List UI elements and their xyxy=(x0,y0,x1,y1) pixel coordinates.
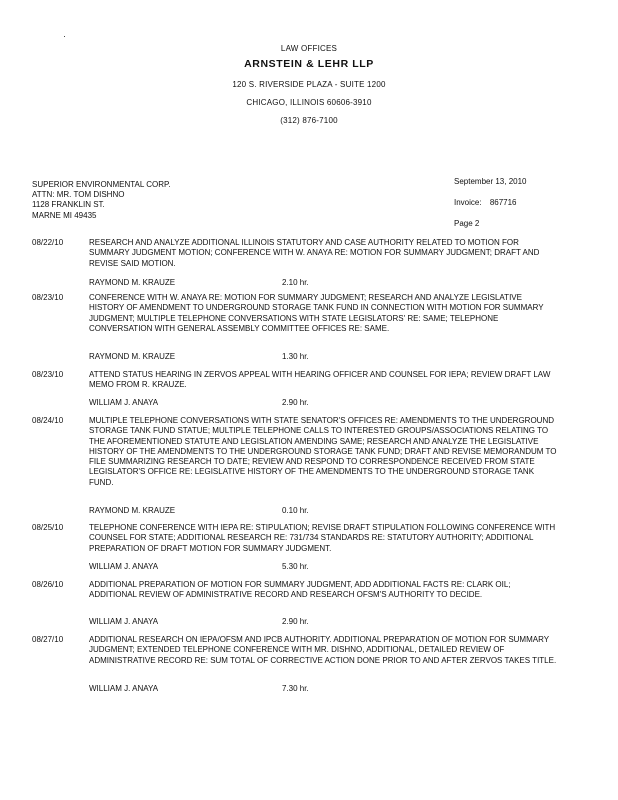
entry-hours: 1.30 hr. xyxy=(282,352,309,361)
scan-speck xyxy=(64,36,65,37)
client-city: MARNE MI 49435 xyxy=(32,210,97,220)
firm-address-line1: 120 S. RIVERSIDE PLAZA - SUITE 1200 xyxy=(232,80,386,89)
entry-hours: 5.30 hr. xyxy=(282,562,309,571)
entry-date: 08/27/10 xyxy=(32,635,64,644)
entry-staff: RAYMOND M. KRAUZE xyxy=(89,278,176,287)
entry-hours: 2.10 hr. xyxy=(282,278,309,287)
client-address-block xyxy=(32,180,171,221)
entry-description: CONFERENCE WITH W. ANAYA RE: MOTION FOR SUMMARY JUDGMENT; RESEARCH AND ANALYZE LEGISLATIVE HISTORY OF AMENDMENT TO UNDERGROUND STORAGE TANK FUND IN CONNECTION WITH MOTION FOR SUMMARY JUDGMENT; MULTIPLE TELEPHONE CONVERSATIONS WITH STATE LEGISLATORS' RE: SAME; TELEPHONE CONVERSATION WITH GENERAL ASSEMBLY COMMITTEE OFFICES RE: SAME. xyxy=(89,293,544,333)
invoice-date: September 13, 2010 xyxy=(454,177,527,186)
entry-date: 08/23/10 xyxy=(32,293,64,302)
entry-hours: 0.10 hr. xyxy=(282,506,309,515)
entry-description: TELEPHONE CONFERENCE WITH IEPA RE: STIPULATION; REVISE DRAFT STIPULATION FOLLOWING CONFERENCE WITH COUNSEL FOR STATE; ADDITIONAL RESEARCH RE: 731/734 STANDARDS RE: STATUTORY AUTHORITY; ADDITIONAL PREPARATION OF DRAFT MOTION FOR SUMMARY JUDGMENT. xyxy=(89,523,556,553)
client-name: SUPERIOR ENVIRONMENTAL CORP. xyxy=(32,180,171,189)
entry-staff: WILLIAM J. ANAYA xyxy=(89,684,159,693)
invoice-number: 867716 xyxy=(489,198,517,207)
firm-name: ARNSTEIN & LEHR LLP xyxy=(244,58,374,70)
client-attn: ATTN: MR. TOM DISHNO xyxy=(32,190,125,200)
entry-description: ATTEND STATUS HEARING IN ZERVOS APPEAL WITH HEARING OFFICER AND COUNSEL FOR IEPA; REVIEW DRAFT LAW MEMO FROM R. KRAUZE. xyxy=(89,370,551,390)
invoice-number-row xyxy=(454,198,517,207)
entry-staff: RAYMOND M. KRAUZE xyxy=(89,506,176,515)
entry-staff: WILLIAM J. ANAYA xyxy=(89,398,159,407)
invoice-label: Invoice: xyxy=(454,198,482,207)
firm-phone: (312) 876-7100 xyxy=(280,116,338,125)
entry-staff: WILLIAM J. ANAYA xyxy=(89,617,159,626)
client-street: 1128 FRANKLIN ST. xyxy=(32,200,105,210)
entry-staff: WILLIAM J. ANAYA xyxy=(89,562,159,571)
letterhead-label: LAW OFFICES xyxy=(280,44,338,53)
firm-address-line2: CHICAGO, ILLINOIS 60606-3910 xyxy=(246,98,372,107)
entry-staff: RAYMOND M. KRAUZE xyxy=(89,352,176,361)
entry-description: RESEARCH AND ANALYZE ADDITIONAL ILLINOIS STATUTORY AND CASE AUTHORITY RELATED TO MOTION FOR SUMMARY JUDGMENT MOTION; CONFERENCE WITH W. ANAYA RE: MOTION FOR SUMMARY JUDGMENT; DRAFT AND REVISE SAID MOTION. xyxy=(89,238,540,268)
entry-description: MULTIPLE TELEPHONE CONVERSATIONS WITH STATE SENATOR'S OFFICES RE: AMENDMENTS TO THE UNDERGROUND STORAGE TANK FUND STATUE; MULTIPLE TELEPHONE CALLS TO INTERESTED GROUPS/ASSOCIATIONS RELATING TO THE AFOREMENTIONED STATUTE AND LEGISLATION AMENDING SAME; RESEARCH AND ANALYZE THE LEGISLATIVE HISTORY OF THE AMENDMENTS TO THE UNDERGROUND STORAGE TANK FUND; DRAFT AND REVISE MEMORANDUM TO FILE SUMMARIZING RESEARCH TO DATE; REVIEW AND RESPOND TO CORRESPONDENCE RECEIVED FROM STATE LEGISLATOR'S OFFICE RE: LEGISLATIVE HISTORY OF THE AMENDMENTS TO THE UNDERGROUND STORAGE TANK FUND. xyxy=(89,416,557,487)
entry-date: 08/24/10 xyxy=(32,416,64,425)
entry-hours: 7.30 hr. xyxy=(282,684,309,693)
entry-date: 08/25/10 xyxy=(32,523,64,532)
entry-date: 08/26/10 xyxy=(32,580,64,589)
page-number: Page 2 xyxy=(454,219,480,228)
entry-description: ADDITIONAL PREPARATION OF MOTION FOR SUMMARY JUDGMENT, ADD ADDITIONAL FACTS RE: CLARK OIL; ADDITIONAL REVIEW OF ADMINISTRATIVE RECORD AND RESEARCH OFSM'S AUTHORITY TO DECIDE. xyxy=(89,580,511,600)
entry-hours: 2.90 hr. xyxy=(282,617,309,626)
entry-date: 08/22/10 xyxy=(32,238,64,247)
entry-date: 08/23/10 xyxy=(32,370,64,379)
entry-description: ADDITIONAL RESEARCH ON IEPA/OFSM AND IPCB AUTHORITY. ADDITIONAL PREPARATION OF MOTION FOR SUMMARY JUDGMENT; EXTENDED TELEPHONE CONFERENCE WITH MR. DISHNO, ADDITIONAL, DETAILED REVIEW OF ADMINISTRATIVE RECORD RE: SUM TOTAL OF CORRECTIVE ACTION DONE PRIOR TO AND AFTER ZERVOS TAKES TITLE. xyxy=(89,635,557,665)
entry-hours: 2.90 hr. xyxy=(282,398,309,407)
